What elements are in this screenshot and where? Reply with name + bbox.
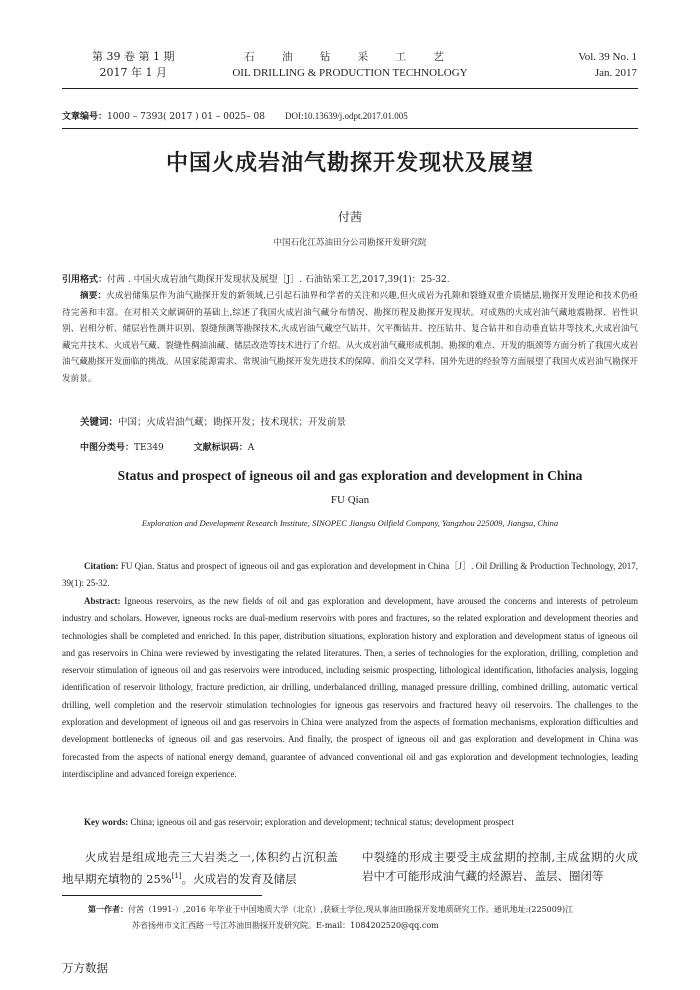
- issue-date-en: Jan. 2017: [594, 67, 637, 79]
- keywords-cn: [80, 414, 640, 428]
- classification-cn: [80, 440, 640, 453]
- body-left-tail: 。火成岩的发育及储层: [181, 871, 297, 886]
- title-en: Status and prospect of igneous oil and gas exploration and development in China: [117, 468, 583, 483]
- footnote-line2: 苏省扬州市文汇西路一号江苏油田勘探开发研究院。E-mail：1084202520@qq.com: [132, 921, 439, 930]
- article-no-label: 文章编号：: [62, 112, 108, 122]
- keywords-cn-label: 关键词：: [80, 417, 119, 428]
- page-title: 中国火成岩油气勘探开发现状及展望: [165, 151, 534, 176]
- journal-name: [200, 49, 500, 81]
- body-column-right: [362, 848, 638, 886]
- citation-en-text: FU Qian. Status and prospect of igneous oil and gas exploration and development in China［J］. Oil Drilling & Production Technology, 2017, 39(1): 25-32.: [62, 561, 638, 588]
- abstract-cn: [62, 288, 638, 387]
- body-left-text: 火成岩是组成地壳三大岩类之一,体积约占沉积盖地早期充填物的 25%: [62, 850, 338, 886]
- journal-name-en: OIL DRILLING & PRODUCTION TECHNOLOGY: [232, 67, 468, 79]
- doi[interactable]: DOI:10.13639/j.odpt.2017.01.005: [284, 111, 408, 121]
- issue-date-cn: 2017 年 1 月: [99, 66, 167, 79]
- issue-info-cn: [92, 49, 174, 81]
- citation-cn: [62, 272, 638, 288]
- issue-number-en: Vol. 39 No. 1: [578, 51, 637, 63]
- footnote-label: 第一作者：: [88, 905, 128, 914]
- body-right-text: 中裂缝的形成主要受主成盆期的控制,主成盆期的火成岩中才可能形成油气藏的烃源岩、盖层、圈闭等: [362, 850, 638, 883]
- clc-value: TE349: [134, 443, 164, 453]
- keywords-en: [84, 817, 644, 827]
- doc-code-value: A: [247, 443, 255, 453]
- keywords-en-label: Key words:: [84, 817, 129, 827]
- article-no: 1000 – 7393( 2017 ) 01 – 0025– 08: [107, 112, 265, 122]
- doc-code-label: 文献标识码：: [193, 443, 248, 453]
- header-rule: [62, 88, 638, 89]
- footnote-rule: [62, 895, 262, 896]
- keywords-en-text: China; igneous oil and gas reservoir; exploration and development; technical status; development prospect: [130, 817, 514, 827]
- abstract-en-label: Abstract:: [84, 596, 121, 606]
- citation-cn-text: 付茜 . 中国火成岩油气勘探开发现状及展望［J］. 石油钻采工艺,2017,39(1)：25-32.: [107, 275, 450, 285]
- article-meta: [62, 109, 408, 122]
- citation-cn-label: 引用格式：: [62, 275, 108, 285]
- watermark: 万方数据: [62, 961, 108, 975]
- affiliation-cn: 中国石化江苏油田分公司勘探开发研究院: [273, 238, 427, 248]
- reference-marker[interactable]: [1]: [171, 872, 182, 880]
- abstract-cn-label: 摘要：: [80, 291, 107, 301]
- keywords-cn-text: 中国；火成岩油气藏；勘探开发；技术现状；开发前景: [118, 417, 347, 428]
- citation-en-label: Citation:: [84, 561, 119, 571]
- issue-number-cn: 第 39 卷 第 1 期: [92, 50, 175, 63]
- affiliation-en: Exploration and Development Research Institute, SINOPEC Jiangsu Oilfield Company, Yangzhou 225009, Jiangsu, China: [141, 518, 559, 528]
- author-cn: 付茜: [337, 210, 362, 224]
- abstract-en: [62, 593, 638, 783]
- abstract-en-text: Igneous reservoirs, as the new fields of oil and gas exploration and development, have aroused the concerns and interests of petroleum industry and scholars. However, igneous rocks are dual-medium reservoirs with pores and fractures, so the related exploration and development theories and technologies shall be completed and enriched. In this paper, distribution situations, exploration history and exploration and development status of igneous oil and gas reservoirs in China were reviewed by investigating the related literatures. Then, a series of technologies for the exploration, drilling, completion and reservoir stimulation of igneous oil and gas reservoirs were introduced, including seismic prospecting, lithological identification, lithofacies analysis, logging identification of reservoir lithology, fracture prediction, air drilling, underbalanced drilling, managed pressure drilling, combined drilling, automatic vertical drilling, well completion and the reservoir stimulation technologies for igneous gas reservoirs and fractured heavy oil reservoirs. The challenges to the exploration and development of igneous oil and gas reservoirs in China were analyzed from the aspects of formation mechanisms, exploration difficulties and development bottlenecks of igneous oil and gas reservoirs. And finally, the prospect of igneous oil and gas exploration and development in China was forecasted from the aspects of national energy demand, guarantee of advanced conventional oil and gas exploration and development technologies, leading interdiscipline and advanced foreign experience.: [62, 596, 639, 779]
- body-column-left: [62, 848, 338, 889]
- author-en: FU Qian: [330, 494, 370, 506]
- citation-en: [62, 558, 638, 592]
- clc-label: 中图分类号：: [80, 443, 135, 453]
- meta-rule: [62, 128, 638, 129]
- issue-info-en: [578, 49, 637, 81]
- abstract-cn-text: 火成岩储集层作为油气勘探开发的新领域,已引起石油界和学者的关注和兴趣,但火成岩为孔隙和裂缝双重介质储层,勘探开发理论和技术仍亟待完善和丰富。在对相关文献调研的基础上,综述了我国火成岩油气藏分布情况、勘探历程及勘探开发现状。对成熟的火成岩油气藏地震勘探、岩性识别、岩相分析、储层岩性测井识别、裂缝预测等勘探技术,火成岩油气藏空气钻井、欠平衡钻井、控压钻井、复合钻井和自动垂直钻井等技术,火成岩油气藏完井技术、火成岩气藏、裂缝性稠油油藏、储层改造等技术进行了介绍。从火成岩油气藏形成机制、勘探的难点、开发的瓶颈等方面分析了我国火成岩油气藏勘探开发面临的挑战。从国家能源需求、常规油气勘探开发先进技术的保障、前沿交叉学科、国外先进的经验等方面展望了我国火成岩油气勘探开发前景。: [62, 291, 638, 384]
- footnote-line1: 付茜（1991-）,2016 年毕业于中国地质大学（北京）,获硕士学位,现从事油田勘探开发地质研究工作。通讯地址:(225009)江: [128, 905, 574, 914]
- author-footnote: [88, 902, 640, 934]
- journal-name-cn: 石 油 钻 采 工 艺: [244, 51, 456, 63]
